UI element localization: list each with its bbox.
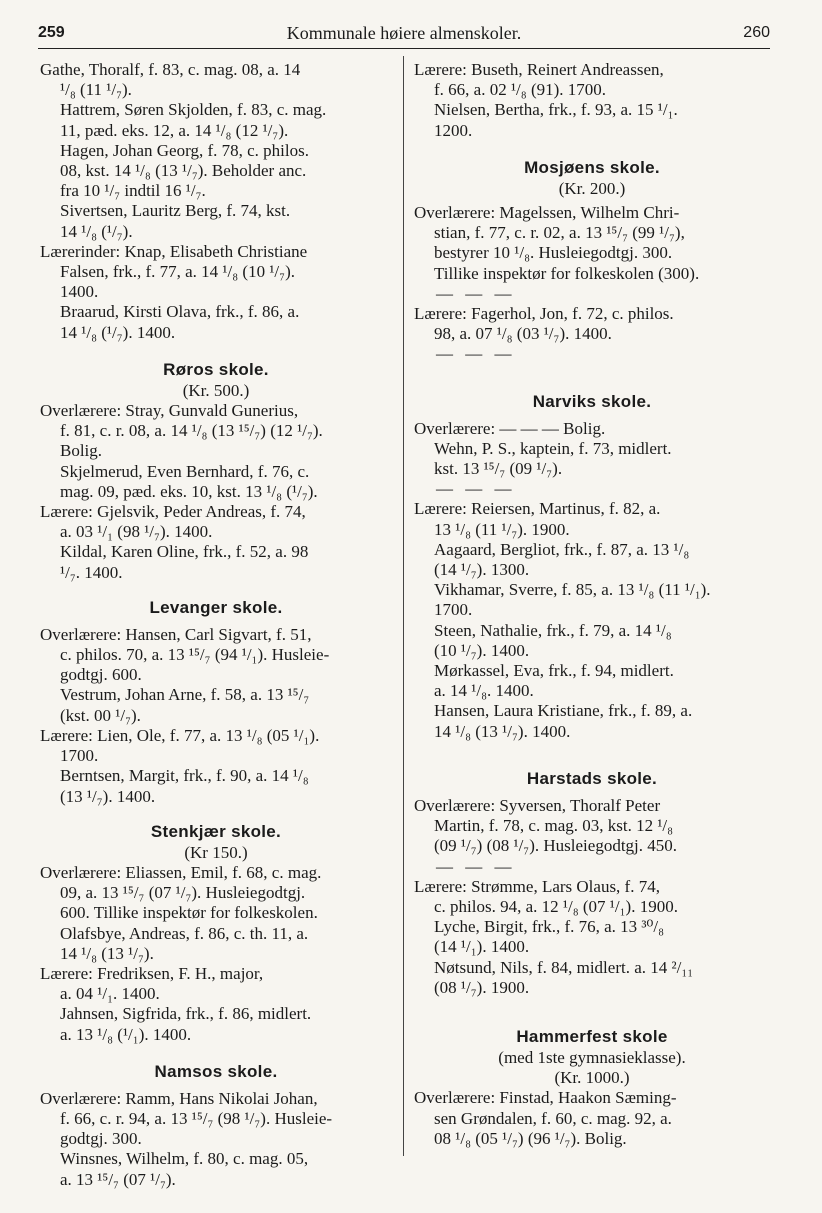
staff-entry [414, 796, 770, 857]
text-line: a. 13 ¹/₈ (¹/₁). 1400. [60, 1024, 192, 1044]
text-line: c. philos. 94, a. 12 ¹/₈ (07 ¹/₁). 1900. [434, 896, 678, 916]
text-line: f. 66, c. r. 94, a. 13 ¹⁵/₇ (98 ¹/₇). Husleie- [60, 1108, 333, 1128]
staff-entry [414, 304, 770, 344]
left-column [40, 60, 392, 1190]
text-line: Lærere: Fredriksen, F. H., major, [40, 963, 264, 983]
text-line: Braarud, Kirsti Olava, frk., f. 86, a. [60, 302, 300, 322]
staff-entry [40, 302, 392, 342]
text-line: 14 ¹/₈ (¹/₇). [60, 221, 133, 241]
text-line: 1400. [60, 282, 99, 302]
text-line: Tillike inspektør for folkeskolen (300). [434, 263, 700, 283]
page-number-right: 260 [743, 24, 770, 41]
text-line: godtgj. 600. [60, 665, 142, 685]
staff-entry [414, 439, 770, 479]
right-column [414, 60, 770, 1149]
text-line: (10 ¹/₇). 1400. [434, 640, 530, 660]
text-line: 14 ¹/₈ (13 ¹/₇). [60, 943, 154, 963]
staff-entry [414, 701, 770, 741]
text-line: Overlærere: Magelssen, Wilhelm Chri- [414, 203, 680, 223]
text-line: Overlærere: — — — Bolig. [414, 418, 606, 438]
text-line: 1700. [434, 600, 473, 620]
text-line: a. 13 ¹⁵/₇ (07 ¹/₇). [60, 1169, 176, 1189]
staff-entry [414, 661, 770, 701]
staff-entry [40, 141, 392, 202]
text-line: a. 04 ¹/₁. 1400. [60, 984, 160, 1004]
text-line: kst. 13 ¹⁵/₇ (09 ¹/₇). [434, 459, 563, 479]
staff-entry [40, 242, 392, 303]
staff-entry [40, 766, 392, 806]
dash-separator: — — — [436, 479, 516, 499]
text-line: (kst. 00 ¹/₇). [60, 705, 141, 725]
school-note: (med 1ste gymnasieklasse). [498, 1047, 686, 1067]
staff-entry [414, 917, 770, 957]
staff-entry [414, 877, 770, 917]
staff-entry [414, 958, 770, 998]
page-number-left: 259 [38, 24, 65, 41]
text-line: (14 ¹/₇). 1300. [434, 560, 530, 580]
text-line: (09 ¹/₇) (08 ¹/₇). Husleiegodtgj. 450. [434, 836, 678, 856]
text-line: Vestrum, Johan Arne, f. 58, a. 13 ¹⁵/₇ [60, 685, 310, 705]
text-line: Wehn, P. S., kaptein, f. 73, midlert. [434, 438, 672, 458]
staff-entry [40, 542, 392, 582]
text-line: Lærere: Reiersen, Martinus, f. 82, a. [414, 499, 661, 519]
text-line: Kildal, Karen Oline, frk., f. 52, a. 98 [60, 542, 309, 562]
school-heading: Levanger skole. [149, 597, 283, 617]
staff-entry [40, 964, 392, 1004]
staff-entry [40, 1004, 392, 1044]
text-line: Overlærere: Syversen, Thoralf Peter [414, 795, 661, 815]
text-line: Overlærere: Finstad, Haakon Sæming- [414, 1088, 677, 1108]
staff-entry [40, 685, 392, 725]
school-heading: Narviks skole. [532, 391, 652, 411]
staff-entry [40, 1089, 392, 1150]
staff-entry [40, 625, 392, 686]
text-line: 08 ¹/₈ (05 ¹/₇) (96 ¹/₇). Bolig. [434, 1128, 627, 1148]
text-line: Nøtsund, Nils, f. 84, midlert. a. 14 ²/₁₁ [434, 957, 694, 977]
text-line: Gathe, Thoralf, f. 83, c. mag. 08, a. 14 [40, 60, 301, 79]
text-line: fra 10 ¹/₇ indtil 16 ¹/₇. [60, 181, 206, 201]
staff-entry [414, 621, 770, 661]
text-line: Lærere: Gjelsvik, Peder Andreas, f. 74, [40, 502, 306, 522]
text-line: Hansen, Laura Kristiane, frk., f. 89, a. [434, 701, 693, 721]
text-line: 600. Tillike inspektør for folkeskolen. [60, 903, 318, 923]
staff-entry [40, 502, 392, 542]
staff-entry [414, 203, 770, 284]
school-budget: (Kr. 1000.) [554, 1068, 630, 1088]
text-line: Hagen, Johan Georg, f. 78, c. philos. [60, 140, 309, 160]
text-line: godtgj. 300. [60, 1129, 142, 1149]
staff-entry [40, 462, 392, 502]
staff-entry [40, 100, 392, 140]
school-heading: Namsos skole. [154, 1061, 278, 1081]
text-line: c. philos. 70, a. 13 ¹⁵/₇ (94 ¹/₁). Husleie- [60, 645, 330, 665]
text-line: bestyrer 10 ¹/₈. Husleiegodtgj. 300. [434, 243, 673, 263]
staff-entry [40, 401, 392, 462]
text-line: f. 81, c. r. 08, a. 14 ¹/₈ (13 ¹⁵/₇) (12 ¹/₇). [60, 421, 323, 441]
text-line: f. 66, a. 02 ¹/₈ (91). 1700. [434, 80, 607, 100]
staff-entry [40, 924, 392, 964]
text-line: Overlærere: Eliassen, Emil, f. 68, c. mag. [40, 862, 322, 882]
staff-entry [414, 60, 770, 100]
text-line: Aagaard, Bergliot, frk., f. 87, a. 13 ¹/₈ [434, 539, 690, 559]
text-line: Hattrem, Søren Skjolden, f. 83, c. mag. [60, 100, 327, 120]
staff-entry [414, 580, 770, 620]
page-header [38, 20, 770, 49]
text-line: a. 14 ¹/₈. 1400. [434, 681, 534, 701]
text-line: Bolig. [60, 441, 103, 461]
text-line: 09, a. 13 ¹⁵/₇ (07 ¹/₇). Husleiegodtgj. [60, 883, 306, 903]
text-line: 1700. [60, 746, 99, 766]
dash-separator: — — — [436, 856, 516, 876]
text-line: Martin, f. 78, c. mag. 03, kst. 12 ¹/₈ [434, 816, 674, 836]
text-line: Overlærere: Stray, Gunvald Gunerius, [40, 401, 299, 421]
text-line: (08 ¹/₇). 1900. [434, 977, 530, 997]
text-line: 1200. [434, 120, 473, 140]
text-line: (13 ¹/₇). 1400. [60, 786, 156, 806]
staff-entry [414, 419, 770, 439]
school-heading: Røros skole. [163, 359, 269, 379]
school-budget: (Kr 150.) [184, 842, 248, 862]
text-line: Lærere: Buseth, Reinert Andreassen, [414, 60, 664, 79]
staff-entry [40, 726, 392, 766]
staff-entry [40, 1149, 392, 1189]
school-heading: Harstads skole. [526, 768, 658, 788]
text-line: Vikhamar, Sverre, f. 85, a. 13 ¹/₈ (11 ¹/₁). [434, 580, 711, 600]
staff-entry [414, 1088, 770, 1149]
text-line: Mørkassel, Eva, frk., f. 94, midlert. [434, 661, 674, 681]
school-heading: Mosjøens skole. [524, 157, 660, 177]
text-line: Lærere: Lien, Ole, f. 77, a. 13 ¹/₈ (05 ¹/₁). [40, 725, 320, 745]
text-line: Lyche, Birgit, frk., f. 76, a. 13 ³⁰/₈ [434, 917, 664, 937]
dash-separator: — — — [436, 283, 516, 303]
text-line: Lærere: Strømme, Lars Olaus, f. 74, [414, 876, 660, 896]
dash-separator: — — — [436, 344, 516, 364]
text-line: Lærere: Fagerhol, Jon, f. 72, c. philos. [414, 304, 674, 324]
text-line: Lærerinder: Knap, Elisabeth Christiane [40, 241, 308, 261]
school-budget: (Kr. 200.) [558, 178, 626, 198]
school-heading: Hammerfest skole [516, 1026, 668, 1046]
text-line: Skjelmerud, Even Bernhard, f. 76, c. [60, 461, 310, 481]
school-heading: Stenkjær skole. [150, 821, 282, 841]
text-line: Overlærere: Ramm, Hans Nikolai Johan, [40, 1088, 318, 1108]
text-line: sen Grøndalen, f. 60, c. mag. 92, a. [434, 1108, 672, 1128]
text-line: ¹/₇. 1400. [60, 562, 123, 582]
text-line: 14 ¹/₈ (13 ¹/₇). 1400. [434, 721, 571, 741]
school-budget: (Kr. 500.) [182, 380, 250, 400]
text-line: stian, f. 77, c. r. 02, a. 13 ¹⁵/₇ (99 ¹/₇), [434, 223, 685, 243]
text-line: Berntsen, Margit, frk., f. 90, a. 14 ¹/₈ [60, 766, 309, 786]
text-line: a. 03 ¹/₁ (98 ¹/₇). 1400. [60, 522, 213, 542]
text-line: 98, a. 07 ¹/₈ (03 ¹/₇). 1400. [434, 324, 612, 344]
text-line: Winsnes, Wilhelm, f. 80, c. mag. 05, [60, 1149, 309, 1169]
staff-entry [40, 60, 392, 100]
running-title: Kommunale høiere almenskoler. [286, 23, 522, 43]
column-divider [403, 56, 404, 1156]
text-line: 08, kst. 14 ¹/₈ (13 ¹/₇). Beholder anc. [60, 161, 307, 181]
staff-entry [40, 201, 392, 241]
staff-entry [414, 499, 770, 539]
text-line: 11, pæd. eks. 12, a. 14 ¹/₈ (12 ¹/₇). [60, 120, 289, 140]
text-line: 14 ¹/₈ (¹/₇). 1400. [60, 322, 176, 342]
text-line: Jahnsen, Sigfrida, frk., f. 86, midlert. [60, 1004, 312, 1024]
text-line: Overlærere: Hansen, Carl Sigvart, f. 51, [40, 624, 312, 644]
text-line: mag. 09, pæd. eks. 10, kst. 13 ¹/₈ (¹/₇). [60, 481, 318, 501]
text-line: Falsen, frk., f. 77, a. 14 ¹/₈ (10 ¹/₇). [60, 262, 295, 282]
text-line: 13 ¹/₈ (11 ¹/₇). 1900. [434, 519, 570, 539]
text-line: Steen, Nathalie, frk., f. 79, a. 14 ¹/₈ [434, 620, 672, 640]
staff-entry [40, 863, 392, 924]
text-line: (14 ¹/₁). 1400. [434, 937, 530, 957]
text-line: ¹/₈ (11 ¹/₇). [60, 80, 132, 100]
staff-entry [414, 100, 770, 140]
text-line: Nielsen, Bertha, frk., f. 93, a. 15 ¹/₁. [434, 100, 678, 120]
staff-entry [414, 540, 770, 580]
text-line: Sivertsen, Lauritz Berg, f. 74, kst. [60, 201, 291, 221]
text-line: Olafsbye, Andreas, f. 86, c. th. 11, a. [60, 923, 309, 943]
